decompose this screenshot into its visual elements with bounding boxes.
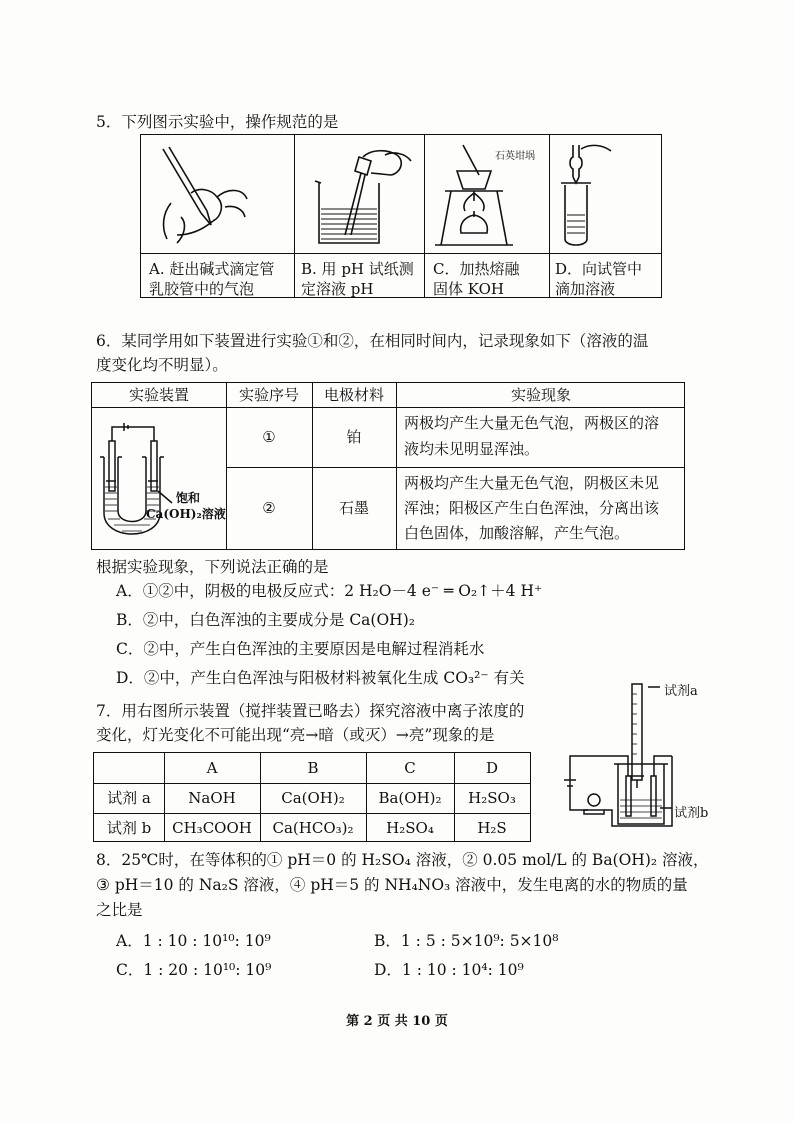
q8-stem-line2: ③ pH＝10 的 Na₂S 溶液，④ pH＝5 的 NH₄NO₃ 溶液中，发生电离的水的物质的量: [96, 876, 688, 894]
q8-stem-line1: 8．25℃时，在等体积的① pH＝0 的 H₂SO₄ 溶液，② 0.05 mol/L 的 Ba(OH)₂ 溶液，: [96, 851, 709, 869]
q7-row-b-label: 试剂 b: [106, 819, 152, 837]
q7-row-b-D: H₂S: [477, 819, 507, 837]
q6-row2-material: 石墨: [338, 499, 369, 517]
q8-option-d: D．1 : 10 : 10⁴: 10⁹: [374, 961, 524, 979]
q6-row1-material: 铂: [346, 428, 362, 446]
q8-option-b: B．1 : 5 : 5×10⁹: 5×10⁸: [374, 932, 559, 950]
q7-row-b-B: Ca(HCO₃)₂: [272, 819, 354, 837]
q7-row-a-C: Ba(OH)₂: [378, 789, 442, 807]
q6-option-a: A．①②中，阴极的电极反应式：2 H₂O－4 e⁻ ═ O₂↑＋4 H⁺: [116, 582, 543, 600]
q7-row-b-C: H₂SO₄: [386, 819, 434, 837]
q6-device-label1: 饱和: [176, 491, 201, 505]
q6-header-device: 实验装置: [128, 386, 189, 404]
q5-option-c-line1: C．加热熔融: [433, 260, 520, 278]
q8-stem-line3: 之比是: [96, 901, 143, 919]
q6-table: [91, 382, 685, 550]
q6-stem-line2: 度变化均不明显）。: [96, 356, 228, 374]
q6-row2-phenomenon-l1: 两极均产生大量无色气泡，阴极区未见: [404, 474, 660, 492]
q6-header-number: 实验序号: [238, 386, 299, 404]
q7-row-a-D: H₂SO₃: [468, 789, 516, 807]
q5-option-a-line1: A. 赶出碱式滴定管: [149, 260, 275, 278]
dropper-figure: [551, 141, 659, 251]
q6-option-b: B．②中，白色浑浊的主要成分是 Ca(OH)₂: [116, 611, 415, 629]
u-tube-electrolysis-figure: [96, 423, 224, 547]
q6-header-phenomenon: 实验现象: [510, 386, 571, 404]
q5-option-d-line1: D．向试管中: [555, 260, 643, 278]
burette-bubble-figure: [151, 143, 281, 251]
q5-option-b-line1: B. 用 pH 试纸测: [301, 260, 414, 278]
q5-option-a-line2: 乳胶管中的气泡: [149, 280, 255, 298]
q5-option-b-line2: 定溶液 pH: [301, 280, 374, 298]
q8-option-a: A．1 : 10 : 10¹⁰: 10⁹: [116, 932, 271, 950]
q7-row-a-label: 试剂 a: [107, 789, 151, 807]
q6-stem-line1: 6．某同学用如下装置进行实验①和②，在相同时间内，记录现象如下（溶液的温: [96, 332, 649, 350]
q7-col-a: A: [206, 759, 218, 777]
q6-row1-phenomenon-l1: 两极均产生大量无色气泡，两极区的溶: [404, 414, 660, 432]
q7-table: [93, 752, 531, 842]
q6-option-d: D．②中，产生白色浑浊与阳极材料被氧化生成 CO₃²⁻ 有关: [116, 669, 525, 687]
q6-row2-phenomenon-l2: 浑浊；阳极区产生白色浑浊，分离出该: [404, 499, 660, 517]
q7-fig-label-a: 试剂a: [664, 684, 698, 699]
q6-header-material: 电极材料: [323, 386, 384, 404]
q6-row1-phenomenon-l2: 液均未见明显浑浊。: [404, 440, 540, 458]
q7-row-a-A: NaOH: [188, 789, 236, 807]
q8-option-c: C．1 : 20 : 10¹⁰: 10⁹: [116, 961, 272, 979]
q7-fig-label-b: 试剂b: [674, 806, 709, 821]
q7-col-d: D: [485, 759, 499, 777]
q6-row2-number: ②: [262, 499, 276, 517]
q6-option-c: C．②中，产生白色浑浊的主要原因是电解过程消耗水: [116, 640, 485, 658]
q7-col-c: C: [404, 759, 416, 777]
q5-option-d-line2: 滴加溶液: [555, 280, 616, 298]
q6-row2-phenomenon-l3: 白色固体，加酸溶解，产生气泡。: [404, 524, 630, 542]
q6-row1-number: ①: [262, 428, 276, 446]
ph-paper-figure: [301, 143, 419, 251]
page-footer: 第 2 页 共 10 页: [346, 1014, 448, 1029]
q7-stem-line1: 7．用右图所示装置（搅拌装置已略去）探究溶液中离子浓度的: [96, 702, 525, 720]
q7-row-b-A: CH₃COOH: [172, 819, 252, 837]
q6-device-label2: Ca(OH)₂溶液: [146, 507, 226, 521]
q6-lead: 根据实验现象，下列说法正确的是: [96, 558, 329, 576]
q7-row-a-B: Ca(OH)₂: [281, 789, 345, 807]
crucible-label: 石英坩埚: [495, 151, 535, 162]
q7-col-b: B: [307, 759, 319, 777]
q5-table: [140, 134, 662, 298]
q7-stem-line2: 变化，灯光变化不可能出现“亮→暗（或灭）→亮”现象的是: [96, 726, 495, 744]
q5-stem: 5．下列图示实验中，操作规范的是: [96, 113, 339, 131]
q5-option-c-line2: 固体 KOH: [433, 280, 504, 298]
